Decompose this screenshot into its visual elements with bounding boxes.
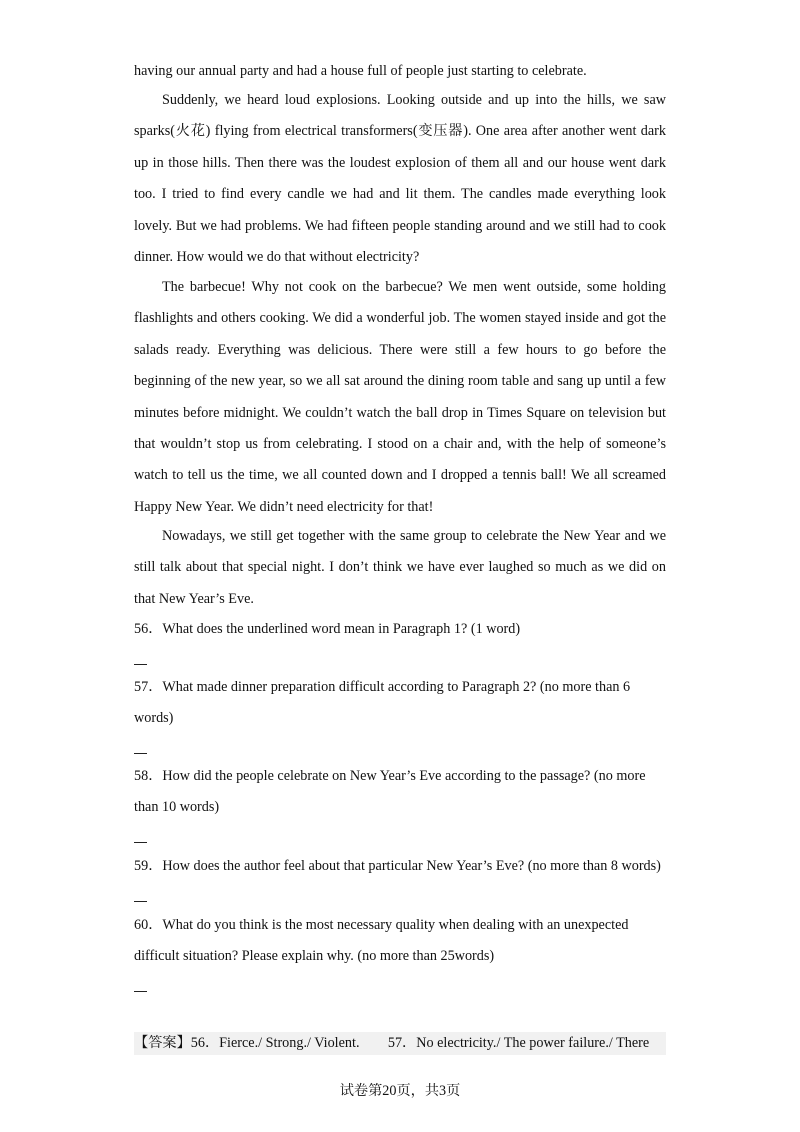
question-59: 59．How does the author feel about that particular New Year’s Eve? (no more than 8 words)	[134, 858, 661, 874]
question-58: 58．How did the people celebrate on New Year’s Eve according to the passage? (no more than 10 words)	[134, 768, 646, 815]
question-57: 57．What made dinner preparation difficult according to Paragraph 2? (no more than 6 words)	[134, 679, 631, 726]
answer-key-box	[134, 1032, 666, 1055]
question-56: 56．What does the underlined word mean in Paragraph 1? (1 word)	[134, 621, 521, 637]
answer-blank-57[interactable]	[134, 753, 147, 754]
answer-blank-56[interactable]	[134, 664, 147, 665]
passage-paragraph-0: having our annual party and had a house full of people just starting to celebrate.	[134, 63, 587, 79]
answer-blank-59[interactable]	[134, 901, 147, 902]
answer-label: 【答案】	[134, 1035, 191, 1051]
answer-text: 56．Fierce./ Strong./ Violent. 57．No electricity./ The power failure./ There	[190, 1035, 650, 1051]
answer-blank-58[interactable]	[134, 842, 147, 843]
passage-paragraph-2: The barbecue! Why not cook on the barbecue? We men went outside, some holding flashlights and others cooking. We did a wonderful job. The women stayed inside and got the salads ready. Everything was delicious. There were still a few hours to go before the beginning of the new year, so we all sat around the dining room table and sang up until a few minutes before midnight. We couldn’t watch the ball drop in Times Square on television but that wouldn’t stop us from celebrating. I stood on a chair and, with the help of someone’s watch to tell us the time, we all counted down and I dropped a tennis ball! We all screamed Happy New Year. We didn’t need electricity for that!	[134, 279, 666, 515]
passage-paragraph-3: Nowadays, we still get together with the same group to celebrate the New Year and we still talk about that special night. I don’t think we have ever laughed so much as we did on that New Year’s Eve.	[134, 528, 666, 607]
question-60: 60．What do you think is the most necessary quality when dealing with an unexpected difficult situation? Please explain why. (no more than 25words)	[134, 917, 629, 964]
page-footer: 试卷第20页，共3页	[339, 1083, 461, 1099]
passage-paragraph-1: Suddenly, we heard loud explosions. Looking outside and up into the hills, we saw sparks(火花) flying from electrical transformers(变压器). One area after another went dark up in those hills. Then there was the loudest explosion of them all and our house went dark too. I tried to find every candle we had and lit them. The candles made everything look lovely. But we had problems. We had fifteen people standing around and we still had to cook dinner. How would we do that without electricity?	[134, 92, 666, 266]
answer-blank-60[interactable]	[134, 991, 147, 992]
